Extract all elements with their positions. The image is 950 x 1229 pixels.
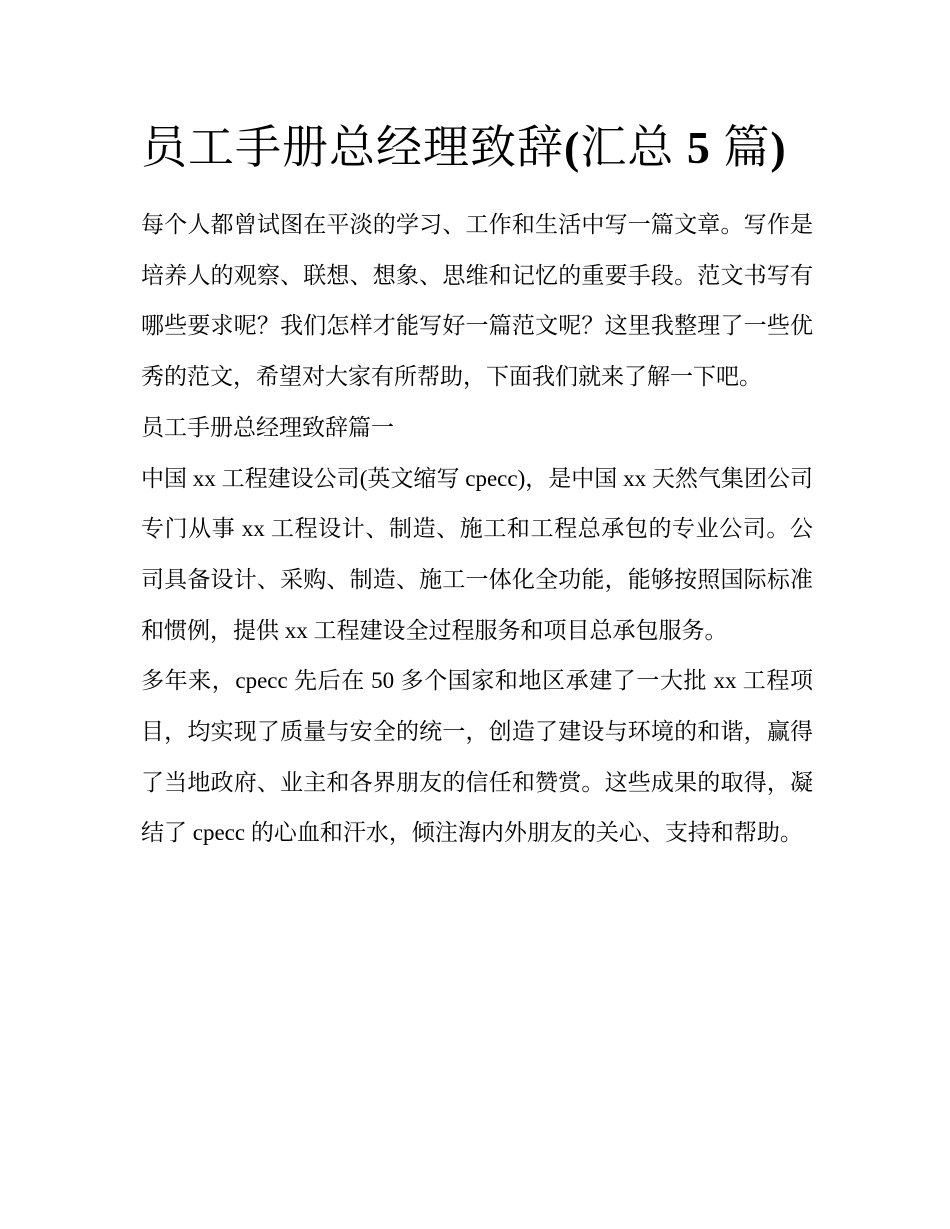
document-body — [141, 116, 813, 859]
section-heading: 员工手册总经理致辞篇一 — [141, 414, 394, 440]
intro-paragraph: 每个人都曾试图在平淡的学习、工作和生活中写一篇文章。写作是培养人的观察、联想、想象、思维和记忆的重要手段。范文书写有哪些要求呢？我们怎样才能写好一篇范文呢？这里我整理了一些优秀的范文，希望对大家有所帮助，下面我们就来了解一下吧。 — [141, 212, 813, 390]
history-paragraph: 多年来，cpecc 先后在 50 多个国家和地区承建了一大批 xx 工程项目，均实现了质量与安全的统一，创造了建设与环境的和谐，赢得了当地政府、业主和各界朋友的信任和赞赏。这些成果的取得，凝结了 cpecc 的心血和汗水，倾注海内外朋友的关心、支持和帮助。 — [141, 668, 813, 846]
document-title: 员工手册总经理致辞(汇总 5 篇) — [141, 122, 787, 173]
company-paragraph: 中国 xx 工程建设公司(英文缩写 cpecc)，是中国 xx 天然气集团公司专门从事 xx 工程设计、制造、施工和工程总承包的专业公司。公司具备设计、采购、制造、施工一体化全功能，能够按照国际标准和惯例，提供 xx 工程建设全过程服务和项目总承包服务。 — [141, 465, 813, 643]
title-spacer — [141, 180, 813, 200]
